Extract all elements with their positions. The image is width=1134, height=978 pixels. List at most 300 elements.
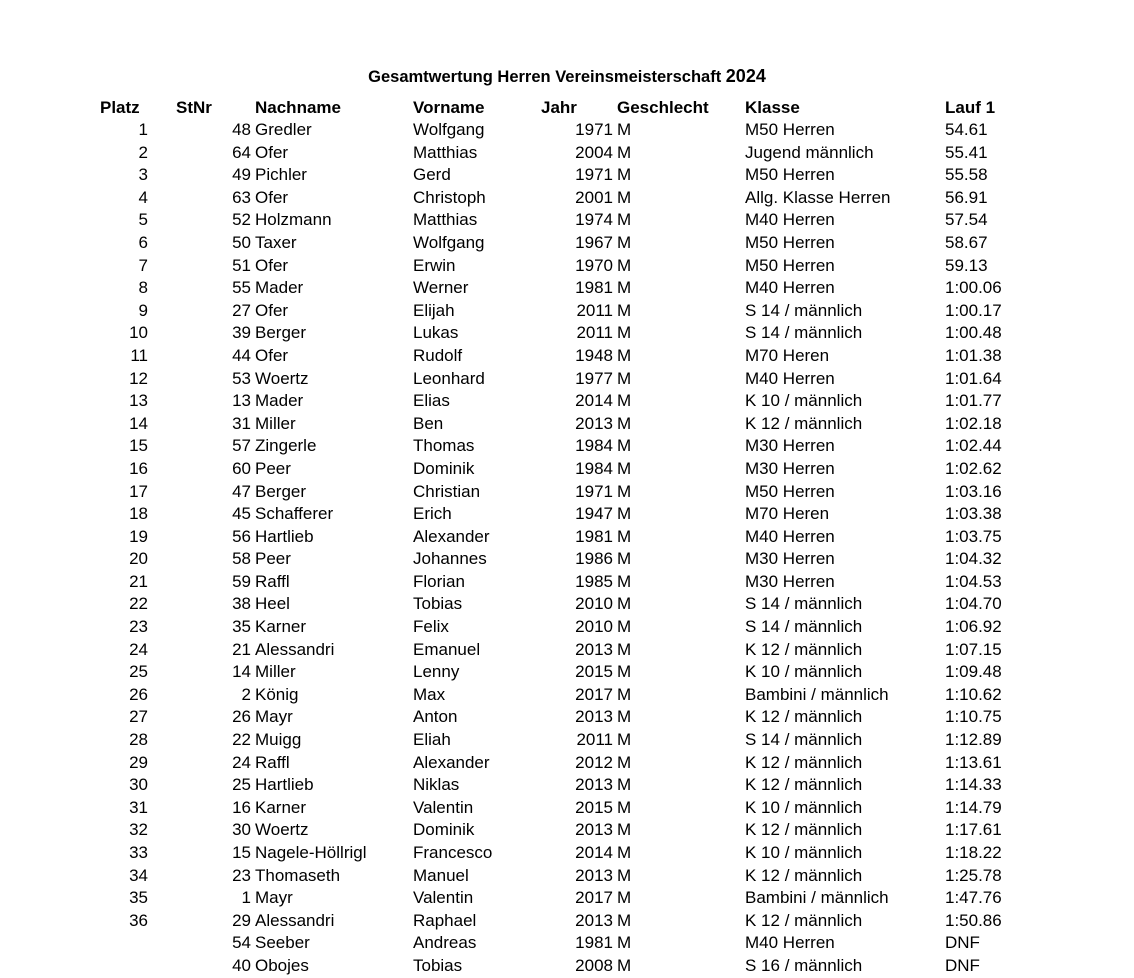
cell-platz	[100, 616, 176, 639]
cell-vorname: Rudolf	[413, 345, 463, 365]
cell-geschlecht: M	[617, 684, 632, 704]
title-year: 2024	[725, 66, 766, 86]
cell-lauf1: 58.67	[945, 232, 988, 252]
table-row	[100, 526, 1035, 549]
table-row	[100, 593, 1035, 616]
cell-stnr: 27	[232, 300, 251, 320]
cell-platz	[100, 729, 176, 752]
table-row	[100, 458, 1035, 481]
cell-platz	[100, 706, 176, 729]
cell-nachname: Pichler	[255, 165, 307, 185]
cell-platz	[100, 910, 176, 933]
platz-value: 28	[129, 730, 148, 750]
cell-geschlecht: M	[617, 368, 632, 388]
platz-value: 18	[129, 504, 148, 524]
cell-geschlecht: M	[617, 210, 632, 230]
cell-geschlecht: M	[617, 888, 632, 908]
cell-klasse: M40 Herren	[745, 526, 835, 546]
cell-nachname: Ofer	[255, 142, 289, 162]
platz-value: 22	[129, 594, 148, 614]
cell-lauf1: 55.58	[945, 165, 988, 185]
cell-platz	[100, 819, 176, 842]
cell-stnr: 64	[232, 142, 251, 162]
cell-platz	[100, 458, 176, 481]
table-row	[100, 481, 1035, 504]
platz-value: 1	[138, 120, 148, 139]
cell-nachname: Alessandri	[255, 910, 335, 930]
cell-stnr: 48	[232, 120, 251, 139]
platz-value: 16	[129, 458, 148, 478]
platz-value: 4	[138, 187, 148, 207]
cell-platz	[100, 774, 176, 797]
cell-vorname: Felix	[413, 617, 449, 637]
cell-klasse: K 12 / männlich	[745, 775, 863, 795]
cell-nachname: Berger	[255, 323, 307, 343]
cell-vorname: Niklas	[413, 775, 460, 795]
cell-platz	[100, 752, 176, 775]
platz-value: 26	[129, 684, 148, 704]
table-row	[100, 209, 1035, 232]
cell-lauf1: 1:14.33	[945, 775, 1002, 795]
cell-jahr: 2013	[575, 413, 613, 433]
cell-platz	[100, 842, 176, 865]
cell-vorname: Elias	[413, 391, 450, 411]
platz-value: 33	[129, 843, 148, 862]
cell-geschlecht: M	[617, 278, 632, 298]
platz-value: 35	[129, 888, 148, 908]
table-row	[100, 164, 1035, 187]
platz-value: 20	[129, 549, 148, 569]
cell-vorname: Dominik	[413, 458, 475, 478]
table-row	[100, 684, 1035, 707]
cell-klasse: K 10 / männlich	[745, 391, 863, 411]
cell-geschlecht: M	[617, 730, 632, 750]
cell-lauf1: 1:01.77	[945, 391, 1002, 411]
cell-vorname: Erich	[413, 504, 452, 524]
cell-klasse: K 12 / männlich	[745, 752, 863, 772]
cell-vorname: Florian	[413, 571, 465, 591]
cell-stnr: 38	[232, 594, 251, 614]
table-row	[100, 842, 1035, 865]
cell-platz	[100, 142, 176, 165]
cell-stnr: 56	[232, 526, 251, 546]
table-row	[100, 255, 1035, 278]
cell-klasse: M40 Herren	[745, 368, 835, 388]
cell-klasse: M40 Herren	[745, 278, 835, 298]
cell-klasse: M70 Heren	[745, 345, 830, 365]
cell-nachname: Raffl	[255, 752, 290, 772]
table-row	[100, 277, 1035, 300]
cell-klasse: M50 Herren	[745, 481, 835, 501]
cell-nachname: Berger	[255, 481, 307, 501]
cell-jahr: 2013	[575, 707, 613, 727]
table-row	[100, 955, 1035, 978]
cell-platz	[100, 593, 176, 616]
cell-jahr: 1981	[575, 526, 613, 546]
header-stnr: StNr	[176, 98, 212, 117]
cell-platz	[100, 435, 176, 458]
cell-geschlecht: M	[617, 843, 632, 862]
cell-lauf1: 1:03.38	[945, 504, 1002, 524]
cell-lauf1: 1:02.44	[945, 436, 1002, 456]
cell-klasse: K 12 / männlich	[745, 707, 863, 727]
cell-stnr: 54	[232, 933, 251, 953]
platz-value: 25	[129, 662, 148, 682]
cell-geschlecht: M	[617, 255, 632, 275]
cell-jahr: 1971	[575, 165, 613, 185]
cell-klasse: K 10 / männlich	[745, 843, 863, 862]
cell-jahr: 1981	[575, 933, 613, 953]
platz-value: 14	[129, 413, 148, 433]
document-title	[0, 66, 1134, 87]
cell-stnr: 44	[232, 345, 251, 365]
cell-klasse: M30 Herren	[745, 549, 835, 569]
cell-klasse: Allg. Klasse Herren	[745, 187, 891, 207]
table-row	[100, 616, 1035, 639]
cell-vorname: Lenny	[413, 662, 460, 682]
cell-geschlecht: M	[617, 820, 632, 840]
cell-nachname: Mayr	[255, 888, 293, 908]
cell-vorname: Leonhard	[413, 368, 485, 388]
cell-stnr: 50	[232, 232, 251, 252]
cell-klasse: M50 Herren	[745, 165, 835, 185]
table-row	[100, 503, 1035, 526]
cell-nachname: Karner	[255, 797, 307, 817]
cell-nachname: Heel	[255, 594, 290, 614]
cell-lauf1: 1:01.64	[945, 368, 1002, 388]
cell-platz	[100, 955, 176, 978]
cell-jahr: 1985	[575, 571, 613, 591]
cell-nachname: Holzmann	[255, 210, 332, 230]
cell-platz	[100, 571, 176, 594]
cell-lauf1: 1:25.78	[945, 865, 1002, 885]
cell-lauf1: 1:13.61	[945, 752, 1002, 772]
cell-platz	[100, 119, 176, 142]
cell-klasse: S 16 / männlich	[745, 955, 863, 975]
cell-stnr: 52	[232, 210, 251, 230]
table-row	[100, 232, 1035, 255]
cell-lauf1: 1:14.79	[945, 797, 1002, 817]
cell-stnr: 23	[232, 865, 251, 885]
cell-lauf1: 1:10.75	[945, 707, 1002, 727]
cell-nachname: Woertz	[255, 820, 309, 840]
cell-jahr: 1971	[575, 481, 613, 501]
platz-value: 2	[138, 142, 148, 162]
cell-nachname: Hartlieb	[255, 526, 314, 546]
table-row	[100, 413, 1035, 436]
cell-geschlecht: M	[617, 413, 632, 433]
cell-vorname: Christoph	[413, 187, 486, 207]
cell-lauf1: 1:12.89	[945, 730, 1002, 750]
cell-vorname: Werner	[413, 278, 469, 298]
cell-klasse: K 12 / männlich	[745, 865, 863, 885]
cell-geschlecht: M	[617, 594, 632, 614]
cell-lauf1: 1:00.06	[945, 278, 1002, 298]
table-row	[100, 819, 1035, 842]
cell-vorname: Tobias	[413, 594, 463, 614]
cell-stnr: 30	[232, 820, 251, 840]
cell-stnr: 60	[232, 458, 251, 478]
cell-geschlecht: M	[617, 481, 632, 501]
cell-stnr: 16	[232, 797, 251, 817]
cell-jahr: 1971	[575, 120, 613, 139]
cell-klasse: S 14 / männlich	[745, 300, 863, 320]
cell-vorname: Anton	[413, 707, 458, 727]
cell-platz	[100, 232, 176, 255]
cell-platz	[100, 661, 176, 684]
cell-vorname: Alexander	[413, 526, 490, 546]
cell-vorname: Alexander	[413, 752, 490, 772]
cell-klasse: K 12 / männlich	[745, 413, 863, 433]
cell-nachname: Woertz	[255, 368, 309, 388]
cell-klasse: M50 Herren	[745, 255, 835, 275]
cell-platz	[100, 865, 176, 888]
cell-stnr: 39	[232, 323, 251, 343]
cell-vorname: Elijah	[413, 300, 455, 320]
cell-nachname: Peer	[255, 458, 291, 478]
cell-lauf1: 1:06.92	[945, 617, 1002, 637]
cell-jahr: 1970	[575, 255, 613, 275]
cell-geschlecht: M	[617, 617, 632, 637]
cell-geschlecht: M	[617, 504, 632, 524]
cell-geschlecht: M	[617, 910, 632, 930]
cell-vorname: Manuel	[413, 865, 469, 885]
cell-klasse: S 14 / männlich	[745, 617, 863, 637]
cell-platz	[100, 300, 176, 323]
header-lauf1: Lauf 1	[945, 98, 996, 117]
header-vorname: Vorname	[413, 98, 485, 117]
cell-platz	[100, 684, 176, 707]
cell-klasse: M50 Herren	[745, 232, 835, 252]
table-row	[100, 661, 1035, 684]
cell-lauf1: 55.41	[945, 142, 988, 162]
cell-lauf1: 1:04.70	[945, 594, 1002, 614]
cell-geschlecht: M	[617, 165, 632, 185]
cell-geschlecht: M	[617, 232, 632, 252]
cell-geschlecht: M	[617, 752, 632, 772]
cell-jahr: 1981	[575, 278, 613, 298]
cell-jahr: 2011	[576, 730, 613, 750]
platz-value: 19	[129, 526, 148, 546]
cell-klasse: M40 Herren	[745, 933, 835, 953]
cell-stnr: 53	[232, 368, 251, 388]
cell-jahr: 2015	[575, 662, 613, 682]
results-table	[100, 97, 1035, 978]
table-row	[100, 729, 1035, 752]
cell-klasse: M70 Heren	[745, 504, 830, 524]
cell-geschlecht: M	[617, 571, 632, 591]
platz-value: 17	[129, 481, 148, 501]
platz-value: 5	[138, 210, 148, 230]
cell-vorname: Dominik	[413, 820, 475, 840]
platz-value: 9	[138, 300, 148, 320]
cell-stnr: 15	[232, 843, 251, 862]
cell-geschlecht: M	[617, 187, 632, 207]
header-klasse: Klasse	[745, 98, 800, 117]
cell-klasse: S 14 / männlich	[745, 594, 863, 614]
cell-geschlecht: M	[617, 549, 632, 569]
platz-value: 32	[129, 820, 148, 840]
cell-vorname: Emanuel	[413, 639, 481, 659]
cell-jahr: 1967	[575, 232, 613, 252]
cell-nachname: Zingerle	[255, 436, 317, 456]
cell-nachname: Gredler	[255, 120, 312, 139]
cell-nachname: Peer	[255, 549, 291, 569]
platz-value: 23	[129, 617, 148, 637]
platz-value: 11	[130, 345, 148, 365]
cell-platz	[100, 639, 176, 662]
cell-jahr: 2015	[575, 797, 613, 817]
cell-geschlecht: M	[617, 775, 632, 795]
cell-lauf1: 1:03.16	[945, 481, 1002, 501]
platz-value: 12	[129, 368, 148, 388]
cell-stnr: 45	[232, 504, 251, 524]
cell-jahr: 2011	[576, 300, 613, 320]
cell-stnr: 58	[232, 549, 251, 569]
cell-stnr: 24	[232, 752, 251, 772]
cell-lauf1: 1:01.38	[945, 345, 1002, 365]
cell-vorname: Raphael	[413, 910, 477, 930]
table-row	[100, 187, 1035, 210]
cell-geschlecht: M	[617, 323, 632, 343]
cell-stnr: 1	[241, 888, 251, 908]
cell-lauf1: 1:02.62	[945, 458, 1002, 478]
cell-stnr: 26	[232, 707, 251, 727]
cell-jahr: 2004	[575, 142, 613, 162]
cell-lauf1: 1:00.17	[945, 300, 1002, 320]
cell-nachname: Taxer	[255, 232, 297, 252]
table-row	[100, 865, 1035, 888]
cell-stnr: 59	[232, 571, 251, 591]
cell-vorname: Eliah	[413, 730, 451, 750]
cell-lauf1: 1:00.48	[945, 323, 1002, 343]
cell-lauf1: 1:18.22	[945, 843, 1002, 862]
cell-vorname: Valentin	[413, 797, 474, 817]
platz-value: 15	[129, 436, 148, 456]
cell-klasse: M30 Herren	[745, 458, 835, 478]
cell-platz	[100, 368, 176, 391]
cell-geschlecht: M	[617, 662, 632, 682]
table-row	[100, 797, 1035, 820]
table-row	[100, 322, 1035, 345]
cell-stnr: 14	[232, 662, 251, 682]
header-row	[100, 97, 1035, 119]
cell-platz	[100, 209, 176, 232]
cell-platz	[100, 277, 176, 300]
cell-nachname: Alessandri	[255, 639, 335, 659]
cell-lauf1: 59.13	[945, 255, 988, 275]
cell-jahr: 2014	[575, 843, 613, 862]
cell-nachname: Hartlieb	[255, 775, 314, 795]
cell-nachname: Mader	[255, 278, 304, 298]
platz-value: 30	[129, 775, 148, 795]
table-row	[100, 345, 1035, 368]
cell-vorname: Valentin	[413, 888, 474, 908]
table-row	[100, 368, 1035, 391]
table-row	[100, 706, 1035, 729]
cell-platz	[100, 481, 176, 504]
cell-klasse: S 14 / männlich	[745, 730, 863, 750]
cell-nachname: Miller	[255, 413, 296, 433]
header-geschlecht: Geschlecht	[617, 98, 709, 117]
cell-vorname: Matthias	[413, 142, 478, 162]
cell-vorname: Max	[413, 684, 446, 704]
cell-jahr: 1948	[575, 345, 613, 365]
cell-platz	[100, 187, 176, 210]
cell-stnr: 25	[232, 775, 251, 795]
cell-klasse: Jugend männlich	[745, 142, 874, 162]
cell-vorname: Francesco	[413, 843, 493, 862]
cell-lauf1: 1:04.32	[945, 549, 1002, 569]
cell-jahr: 2012	[575, 752, 613, 772]
header-jahr: Jahr	[541, 98, 577, 117]
cell-nachname: Muigg	[255, 730, 302, 750]
cell-nachname: Thomaseth	[255, 865, 341, 885]
cell-stnr: 21	[232, 639, 251, 659]
cell-jahr: 1947	[575, 504, 613, 524]
cell-jahr: 2013	[575, 820, 613, 840]
cell-geschlecht: M	[617, 436, 632, 456]
cell-klasse: S 14 / männlich	[745, 323, 863, 343]
cell-lauf1: 1:10.62	[945, 684, 1002, 704]
cell-geschlecht: M	[617, 707, 632, 727]
cell-stnr: 57	[232, 436, 251, 456]
cell-jahr: 2011	[576, 323, 613, 343]
cell-stnr: 13	[232, 391, 251, 411]
cell-jahr: 2014	[575, 391, 613, 411]
cell-jahr: 2010	[575, 617, 613, 637]
cell-geschlecht: M	[617, 797, 632, 817]
cell-klasse: M50 Herren	[745, 120, 835, 139]
cell-geschlecht: M	[617, 391, 632, 411]
cell-geschlecht: M	[617, 639, 632, 659]
cell-jahr: 1984	[575, 436, 613, 456]
cell-nachname: Schafferer	[255, 504, 334, 524]
cell-nachname: Seeber	[255, 933, 310, 953]
platz-value: 27	[129, 707, 148, 727]
platz-value: 3	[138, 165, 148, 185]
table-row	[100, 910, 1035, 933]
cell-vorname: Wolfgang	[413, 232, 485, 252]
table-row	[100, 435, 1035, 458]
cell-jahr: 2008	[575, 955, 613, 975]
cell-geschlecht: M	[617, 955, 632, 975]
cell-nachname: Miller	[255, 662, 296, 682]
cell-jahr: 2013	[575, 639, 613, 659]
cell-geschlecht: M	[617, 300, 632, 320]
cell-jahr: 2013	[575, 865, 613, 885]
header-nachname: Nachname	[255, 98, 341, 117]
cell-lauf1: 1:09.48	[945, 662, 1002, 682]
cell-jahr: 2001	[575, 187, 613, 207]
cell-klasse: M40 Herren	[745, 210, 835, 230]
cell-nachname: Ofer	[255, 300, 289, 320]
cell-geschlecht: M	[617, 142, 632, 162]
table-row	[100, 887, 1035, 910]
cell-stnr: 29	[232, 910, 251, 930]
cell-stnr: 51	[232, 255, 251, 275]
platz-value: 10	[129, 323, 148, 343]
cell-platz	[100, 932, 176, 955]
cell-nachname: Obojes	[255, 955, 309, 975]
cell-platz	[100, 322, 176, 345]
cell-vorname: Wolfgang	[413, 120, 485, 139]
cell-klasse: K 12 / männlich	[745, 910, 863, 930]
cell-nachname: Raffl	[255, 571, 290, 591]
cell-vorname: Lukas	[413, 323, 459, 343]
cell-geschlecht: M	[617, 865, 632, 885]
cell-klasse: M30 Herren	[745, 436, 835, 456]
